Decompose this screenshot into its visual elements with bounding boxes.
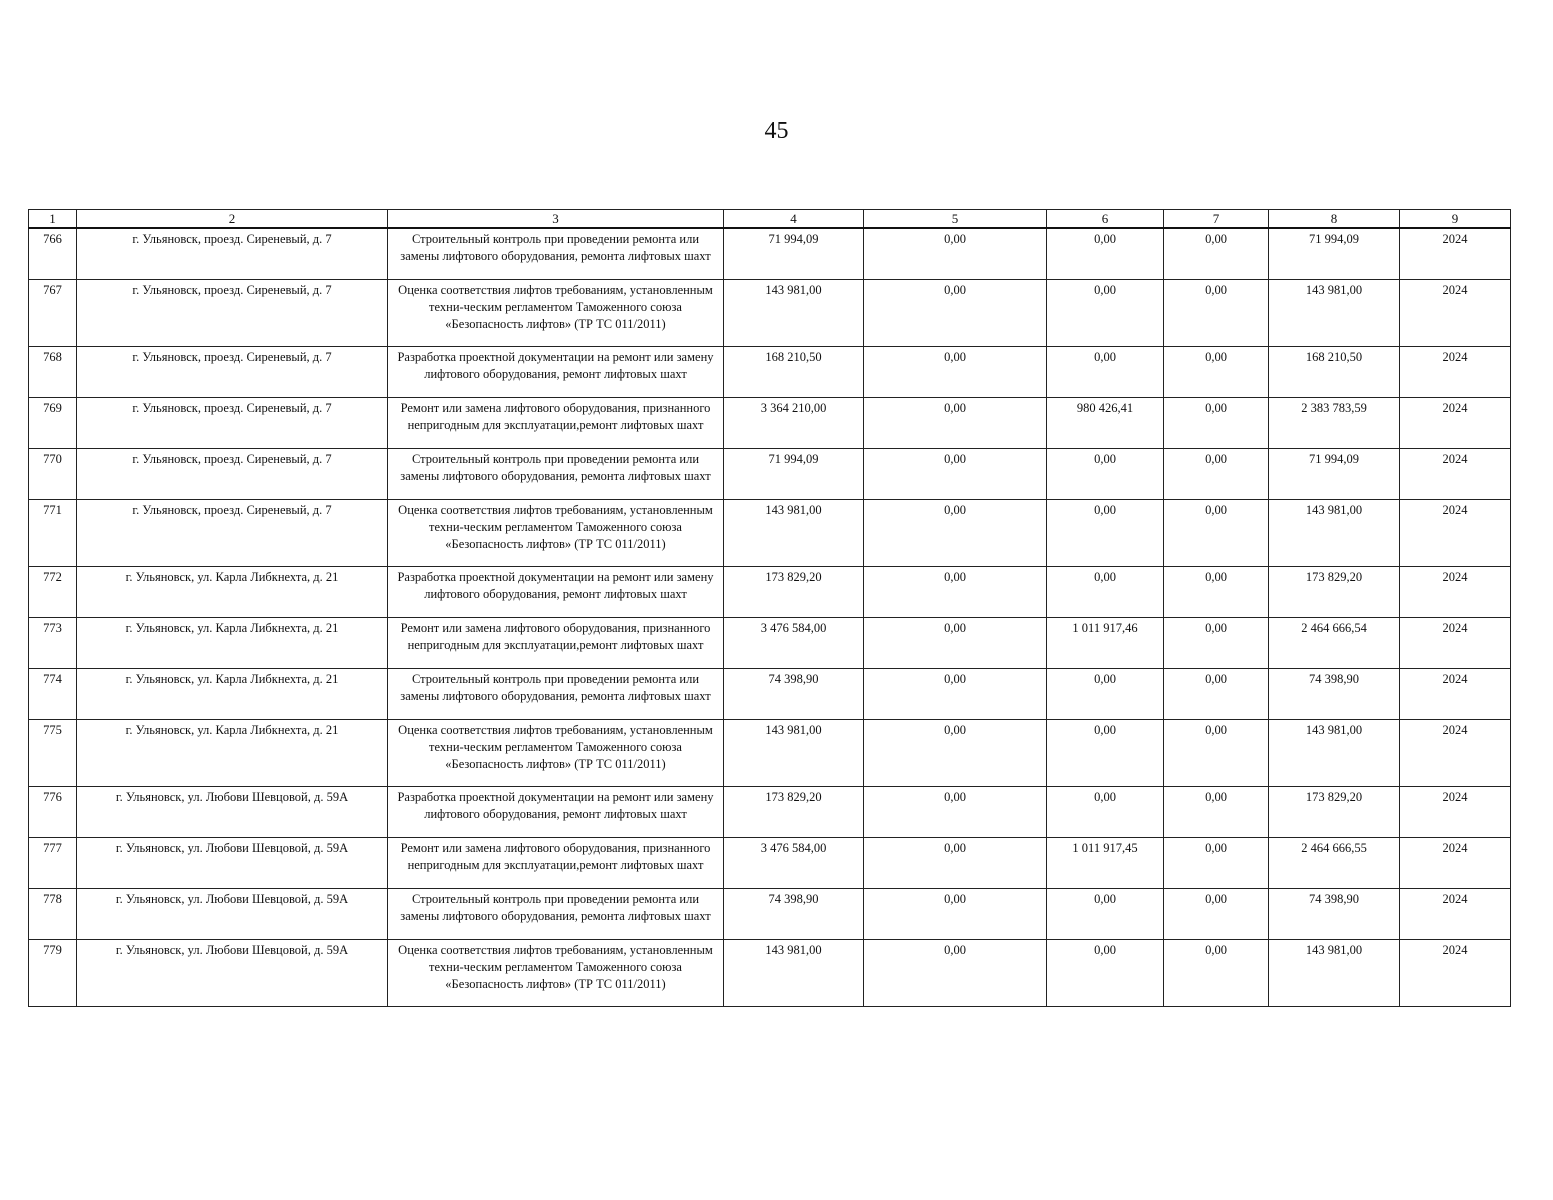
row-year: 2024 — [1400, 347, 1511, 398]
row-col5-value: 0,00 — [864, 720, 1047, 787]
row-col5-value: 0,00 — [864, 940, 1047, 1007]
row-total-cost: 143 981,00 — [724, 500, 864, 567]
row-col7-value: 0,00 — [1164, 280, 1269, 347]
row-number: 775 — [29, 720, 77, 787]
row-total-cost: 71 994,09 — [724, 449, 864, 500]
row-address: г. Ульяновск, проезд. Сиреневый, д. 7 — [77, 500, 388, 567]
row-col8-value: 71 994,09 — [1269, 449, 1400, 500]
row-col5-value: 0,00 — [864, 838, 1047, 889]
row-col5-value: 0,00 — [864, 787, 1047, 838]
row-col6-value: 0,00 — [1047, 567, 1164, 618]
row-col5-value: 0,00 — [864, 228, 1047, 280]
row-work-description: Оценка соответствия лифтов требованиям, установленным техни-ческим регламентом Таможенного союза «Безопасность лифтов» (ТР ТС 011/2011) — [388, 280, 724, 347]
row-col8-value: 143 981,00 — [1269, 940, 1400, 1007]
row-year: 2024 — [1400, 720, 1511, 787]
table-row — [29, 940, 1511, 1007]
row-col6-value: 0,00 — [1047, 720, 1164, 787]
row-col6-value: 0,00 — [1047, 940, 1164, 1007]
row-col6-value: 1 011 917,46 — [1047, 618, 1164, 669]
row-col6-value: 0,00 — [1047, 500, 1164, 567]
row-col6-value: 0,00 — [1047, 449, 1164, 500]
row-address: г. Ульяновск, ул. Любови Шевцовой, д. 59А — [77, 889, 388, 940]
row-col7-value: 0,00 — [1164, 228, 1269, 280]
row-address: г. Ульяновск, проезд. Сиреневый, д. 7 — [77, 449, 388, 500]
row-work-description: Строительный контроль при проведении ремонта или замены лифтового оборудования, ремонта лифтовых шахт — [388, 669, 724, 720]
row-total-cost: 3 476 584,00 — [724, 618, 864, 669]
row-year: 2024 — [1400, 228, 1511, 280]
table-row — [29, 228, 1511, 280]
row-work-description: Оценка соответствия лифтов требованиям, установленным техни-ческим регламентом Таможенного союза «Безопасность лифтов» (ТР ТС 011/2011) — [388, 720, 724, 787]
row-address: г. Ульяновск, ул. Карла Либкнехта, д. 21 — [77, 669, 388, 720]
row-work-description: Оценка соответствия лифтов требованиям, установленным техни-ческим регламентом Таможенного союза «Безопасность лифтов» (ТР ТС 011/2011) — [388, 940, 724, 1007]
row-work-description: Ремонт или замена лифтового оборудования, признанного непригодным для эксплуатации,ремонт лифтовых шахт — [388, 838, 724, 889]
row-address: г. Ульяновск, проезд. Сиреневый, д. 7 — [77, 398, 388, 449]
row-work-description: Строительный контроль при проведении ремонта или замены лифтового оборудования, ремонта лифтовых шахт — [388, 228, 724, 280]
row-address: г. Ульяновск, ул. Любови Шевцовой, д. 59А — [77, 787, 388, 838]
row-col7-value: 0,00 — [1164, 500, 1269, 567]
table-row — [29, 347, 1511, 398]
row-col6-value: 0,00 — [1047, 280, 1164, 347]
row-work-description: Оценка соответствия лифтов требованиям, установленным техни-ческим регламентом Таможенного союза «Безопасность лифтов» (ТР ТС 011/2011) — [388, 500, 724, 567]
row-col5-value: 0,00 — [864, 449, 1047, 500]
table-row — [29, 720, 1511, 787]
row-total-cost: 3 476 584,00 — [724, 838, 864, 889]
column-header-3: 3 — [388, 210, 724, 229]
table-row — [29, 280, 1511, 347]
row-col5-value: 0,00 — [864, 280, 1047, 347]
row-col8-value: 2 383 783,59 — [1269, 398, 1400, 449]
row-col5-value: 0,00 — [864, 618, 1047, 669]
row-col7-value: 0,00 — [1164, 889, 1269, 940]
row-col7-value: 0,00 — [1164, 398, 1269, 449]
row-col6-value: 980 426,41 — [1047, 398, 1164, 449]
row-col8-value: 2 464 666,55 — [1269, 838, 1400, 889]
row-col6-value: 0,00 — [1047, 347, 1164, 398]
row-address: г. Ульяновск, ул. Любови Шевцовой, д. 59А — [77, 838, 388, 889]
row-col8-value: 71 994,09 — [1269, 228, 1400, 280]
row-total-cost: 74 398,90 — [724, 669, 864, 720]
row-col8-value: 168 210,50 — [1269, 347, 1400, 398]
row-number: 774 — [29, 669, 77, 720]
row-col7-value: 0,00 — [1164, 838, 1269, 889]
row-address: г. Ульяновск, ул. Любови Шевцовой, д. 59А — [77, 940, 388, 1007]
row-col8-value: 143 981,00 — [1269, 280, 1400, 347]
row-col6-value: 0,00 — [1047, 889, 1164, 940]
row-address: г. Ульяновск, проезд. Сиреневый, д. 7 — [77, 228, 388, 280]
column-header-2: 2 — [77, 210, 388, 229]
row-total-cost: 143 981,00 — [724, 280, 864, 347]
row-number: 772 — [29, 567, 77, 618]
table-row — [29, 567, 1511, 618]
row-address: г. Ульяновск, ул. Карла Либкнехта, д. 21 — [77, 720, 388, 787]
column-header-6: 6 — [1047, 210, 1164, 229]
row-total-cost: 143 981,00 — [724, 940, 864, 1007]
column-header-4: 4 — [724, 210, 864, 229]
row-year: 2024 — [1400, 940, 1511, 1007]
row-col5-value: 0,00 — [864, 567, 1047, 618]
row-col7-value: 0,00 — [1164, 567, 1269, 618]
row-total-cost: 168 210,50 — [724, 347, 864, 398]
row-number: 778 — [29, 889, 77, 940]
column-header-5: 5 — [864, 210, 1047, 229]
page-number: 45 — [764, 118, 789, 144]
row-work-description: Ремонт или замена лифтового оборудования, признанного непригодным для эксплуатации,ремонт лифтовых шахт — [388, 618, 724, 669]
table-header — [29, 210, 1511, 229]
row-col8-value: 74 398,90 — [1269, 669, 1400, 720]
row-number: 777 — [29, 838, 77, 889]
row-col8-value: 173 829,20 — [1269, 567, 1400, 618]
row-work-description: Разработка проектной документации на ремонт или замену лифтового оборудования, ремонт лифтовых шахт — [388, 567, 724, 618]
column-header-7: 7 — [1164, 210, 1269, 229]
row-address: г. Ульяновск, проезд. Сиреневый, д. 7 — [77, 347, 388, 398]
row-number: 771 — [29, 500, 77, 567]
row-work-description: Ремонт или замена лифтового оборудования, признанного непригодным для эксплуатации,ремонт лифтовых шахт — [388, 398, 724, 449]
table-row — [29, 449, 1511, 500]
row-work-description: Разработка проектной документации на ремонт или замену лифтового оборудования, ремонт лифтовых шахт — [388, 787, 724, 838]
row-col5-value: 0,00 — [864, 889, 1047, 940]
row-col8-value: 143 981,00 — [1269, 500, 1400, 567]
row-address: г. Ульяновск, ул. Карла Либкнехта, д. 21 — [77, 618, 388, 669]
row-number: 779 — [29, 940, 77, 1007]
row-col7-value: 0,00 — [1164, 787, 1269, 838]
row-col5-value: 0,00 — [864, 500, 1047, 567]
row-col6-value: 0,00 — [1047, 669, 1164, 720]
works-table — [28, 209, 1511, 1007]
column-header-1: 1 — [29, 210, 77, 229]
row-number: 767 — [29, 280, 77, 347]
row-work-description: Разработка проектной документации на ремонт или замену лифтового оборудования, ремонт лифтовых шахт — [388, 347, 724, 398]
table-row — [29, 618, 1511, 669]
row-total-cost: 71 994,09 — [724, 228, 864, 280]
row-year: 2024 — [1400, 567, 1511, 618]
column-header-8: 8 — [1269, 210, 1400, 229]
row-col7-value: 0,00 — [1164, 618, 1269, 669]
row-number: 766 — [29, 228, 77, 280]
row-year: 2024 — [1400, 669, 1511, 720]
row-number: 770 — [29, 449, 77, 500]
table-row — [29, 669, 1511, 720]
table-row — [29, 398, 1511, 449]
row-year: 2024 — [1400, 889, 1511, 940]
row-col8-value: 2 464 666,54 — [1269, 618, 1400, 669]
row-col5-value: 0,00 — [864, 347, 1047, 398]
row-col7-value: 0,00 — [1164, 940, 1269, 1007]
row-col7-value: 0,00 — [1164, 669, 1269, 720]
row-number: 776 — [29, 787, 77, 838]
row-col7-value: 0,00 — [1164, 720, 1269, 787]
row-year: 2024 — [1400, 618, 1511, 669]
row-address: г. Ульяновск, ул. Карла Либкнехта, д. 21 — [77, 567, 388, 618]
row-col7-value: 0,00 — [1164, 347, 1269, 398]
row-total-cost: 143 981,00 — [724, 720, 864, 787]
row-col6-value: 0,00 — [1047, 787, 1164, 838]
row-col5-value: 0,00 — [864, 398, 1047, 449]
row-number: 769 — [29, 398, 77, 449]
row-total-cost: 3 364 210,00 — [724, 398, 864, 449]
row-work-description: Строительный контроль при проведении ремонта или замены лифтового оборудования, ремонта лифтовых шахт — [388, 889, 724, 940]
row-total-cost: 173 829,20 — [724, 567, 864, 618]
table-row — [29, 889, 1511, 940]
row-address: г. Ульяновск, проезд. Сиреневый, д. 7 — [77, 280, 388, 347]
row-year: 2024 — [1400, 449, 1511, 500]
row-total-cost: 173 829,20 — [724, 787, 864, 838]
row-year: 2024 — [1400, 500, 1511, 567]
row-number: 773 — [29, 618, 77, 669]
row-col8-value: 173 829,20 — [1269, 787, 1400, 838]
row-number: 768 — [29, 347, 77, 398]
row-col7-value: 0,00 — [1164, 449, 1269, 500]
row-year: 2024 — [1400, 838, 1511, 889]
row-col6-value: 0,00 — [1047, 228, 1164, 280]
row-year: 2024 — [1400, 398, 1511, 449]
table-row — [29, 787, 1511, 838]
row-col6-value: 1 011 917,45 — [1047, 838, 1164, 889]
row-col5-value: 0,00 — [864, 669, 1047, 720]
table-row — [29, 838, 1511, 889]
table-row — [29, 500, 1511, 567]
row-year: 2024 — [1400, 280, 1511, 347]
column-header-9: 9 — [1400, 210, 1511, 229]
row-col8-value: 74 398,90 — [1269, 889, 1400, 940]
row-col8-value: 143 981,00 — [1269, 720, 1400, 787]
row-work-description: Строительный контроль при проведении ремонта или замены лифтового оборудования, ремонта лифтовых шахт — [388, 449, 724, 500]
row-total-cost: 74 398,90 — [724, 889, 864, 940]
row-year: 2024 — [1400, 787, 1511, 838]
table-body — [29, 228, 1511, 1007]
